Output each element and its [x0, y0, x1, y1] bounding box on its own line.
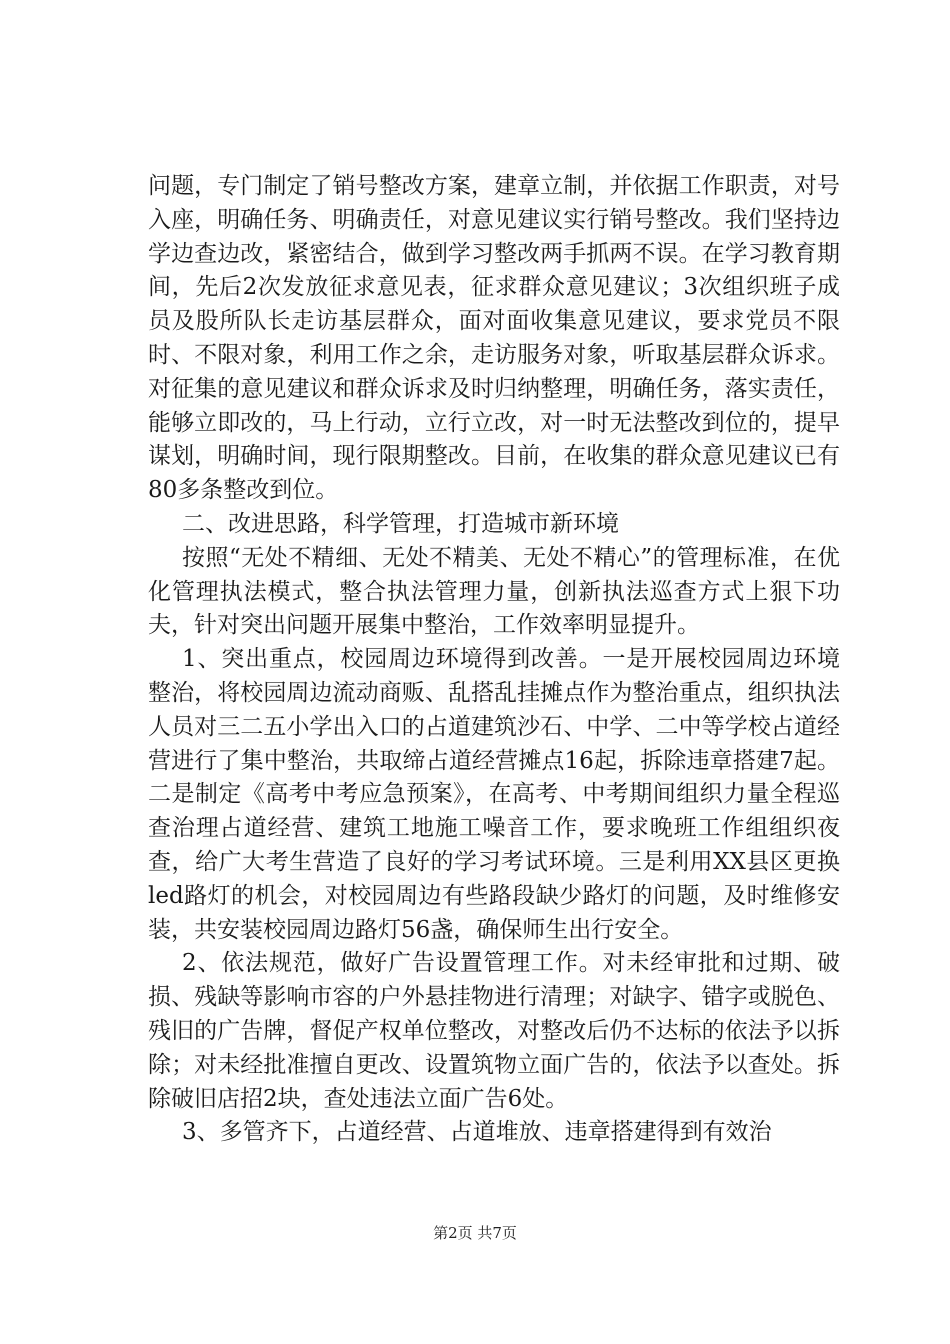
- section-heading: 二、改进思路，科学管理，打造城市新环境: [182, 510, 619, 537]
- paragraph-intro: 按照“无处不精细、无处不精美、无处不精心”的管理标准，在优化管理执法模式，整合执法管理力量，创新执法巡查方式上狠下功夫，针对突出问题开展集中整治，工作效率明显提升。: [148, 544, 840, 639]
- paragraph-item-3: 3、多管齐下，占道经营、占道堆放、违章搭建得到有效治: [182, 1119, 772, 1146]
- paragraph-item-1: 1、突出重点，校园周边环境得到改善。一是开展校园周边环境整治，将校园周边流动商贩、乱搭乱挂摊点作为整治重点，组织执法人员对三二五小学出入口的占道建筑沙石、中学、二中等学校占道经营进行了集中整治，共取缔占道经营摊点16起，拆除违章搭建7起。二是制定《高考中考应急预案》，在高考、中考期间组织力量全程巡查治理占道经营、建筑工地施工噪音工作，要求晚班工作组组织夜查，给广大考生营造了良好的学习考试环境。三是利用XX县区更换led路灯的机会，对校园周边有些路段缺少路灯的问题，及时维修安装，共安装校园周边路灯56盏，确保师生出行安全。: [148, 646, 840, 943]
- page-footer: [0, 1222, 950, 1243]
- page-number: 第2页 共7页: [433, 1224, 517, 1242]
- paragraph-continuation: 问题，专门制定了销号整改方案，建章立制，并依据工作职责，对号入座，明确任务、明确责任，对意见建议实行销号整改。我们坚持边学边查边改，紧密结合，做到学习整改两手抓两不误。在学习教育期间，先后2次发放征求意见表，征求群众意见建议；3次组织班子成员及股所队长走访基层群众，面对面收集意见建议，要求党员不限时、不限对象，利用工作之余，走访服务对象，听取基层群众诉求。对征集的意见建议和群众诉求及时归纳整理，明确任务，落实责任，能够立即改的，马上行动，立行立改，对一时无法整改到位的，提早谋划，明确时间，现行限期整改。目前，在收集的群众意见建议已有80多条整改到位。: [148, 173, 840, 504]
- paragraph-item-2: 2、依法规范，做好广告设置管理工作。对未经审批和过期、破损、残缺等影响市容的户外悬挂物进行清理；对缺字、错字或脱色、残旧的广告牌，督促产权单位整改，对整改后仍不达标的依法予以拆除；对未经批准擅自更改、设置筑物立面广告的，依法予以查处。拆除破旧店招2块，查处违法立面广告6处。: [148, 950, 840, 1112]
- document-body: [148, 170, 840, 1150]
